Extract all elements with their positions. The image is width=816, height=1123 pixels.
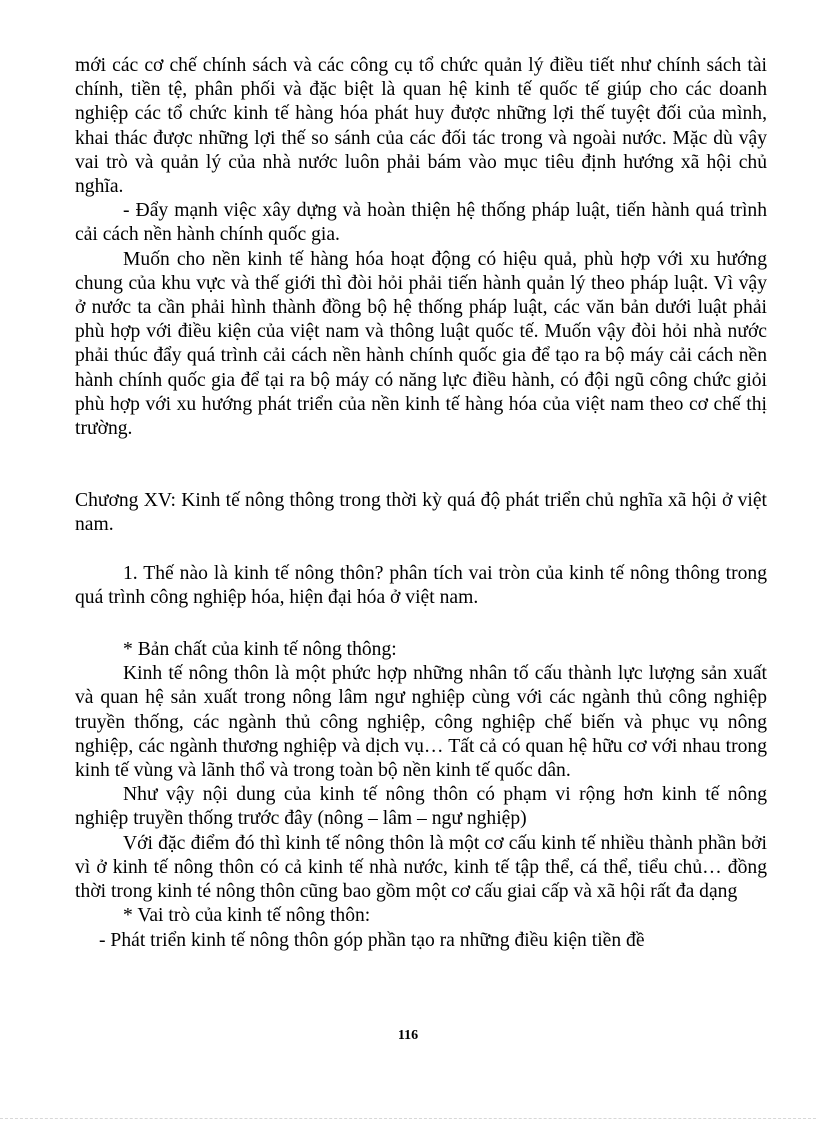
page-bottom-divider bbox=[0, 1118, 816, 1119]
paragraph-legal-system: - Đẩy mạnh việc xây dựng và hoàn thiện hệ thống pháp luật, tiến hành quá trình cải cách nền hành chính quốc gia. bbox=[75, 200, 767, 246]
paragraph-state-policy: mới các cơ chế chính sách và các công cụ tổ chức quản lý điều tiết như chính sách tài chính, tiền tệ, phân phối và đặc biệt là quan hệ kinh tế quốc tế giúp cho các doanh nghiệp các tổ chức kinh tế hàng hóa phát huy được những lợi thế tuyệt đối của mình, khai thác được những lợi thế so sánh của các đối tác trong và ngoài nước. Mặc dù vậy vai trò và quản lý của nhà nước luôn phải bám vào mục tiêu định hướng xã hội chủ nghĩa. bbox=[75, 55, 767, 198]
paragraph-definition: Kinh tế nông thôn là một phức hợp những nhân tố cấu thành lực lượng sản xuất và quan hệ sản xuất trong nông lâm ngư nghiệp cùng với các ngành thủ công nghiệp truyền thống, các ngành thủ công nghiệp, công nghiệp chế biến và phục vụ nông nghiệp, các ngành thương nghiệp và dịch vụ… Tất cả có quan hệ hữu cơ với nhau trong kinh tế vùng và lãnh thổ và trong toàn bộ nền kinh tế quốc dân. bbox=[75, 663, 767, 782]
paragraph-scope: Như vậy nội dung của kinh tế nông thôn có phạm vi rộng hơn kinh tế nông nghiệp truyền thống trước đây (nông – lâm – ngư nghiệp) bbox=[75, 784, 767, 830]
section-nature-heading: * Bản chất của kinh tế nông thông: bbox=[123, 639, 397, 661]
paragraph-structure: Với đặc điểm đó thì kinh tế nông thôn là một cơ cấu kinh tế nhiều thành phần bởi vì ở kinh tế nông thôn có cả kinh tế nhà nước, kinh tế tập thể, cá thể, tiểu chủ… đồng thời trong kinh té nông thôn cũng bao gồm một cơ cấu giai cấp và xã hội rất đa dạng bbox=[75, 832, 767, 903]
page-number: 116 bbox=[397, 1028, 419, 1043]
paragraph-rule-of-law: Muốn cho nền kinh tế hàng hóa hoạt động có hiệu quả, phù hợp với xu hướng chung của khu vực và thế giới thì đòi hỏi phải tiến hành quản lý theo pháp luật. Vì vậy ở nước ta cần phải hình thành đồng bộ hệ thống pháp luật, các văn bản dưới luật phải phù hợp với điều kiện của việt nam và thông luật quốc tế. Muốn vậy đòi hỏi nhà nước phải thúc đẩy quá trình cải cách nền hành chính quốc gia để tạo ra bộ máy cải cách nền hành chính quốc gia để tại ra bộ máy có năng lực điều hành, có đội ngũ công chức giỏi phù hợp với xu hướng phát triển của nền kinh tế hàng hóa của việt nam theo cơ chế thị trường. bbox=[75, 248, 767, 440]
section-role-heading: * Vai trò của kinh tế nông thôn: bbox=[123, 905, 371, 927]
paragraph-role-first: - Phát triển kinh tế nông thôn góp phần tạo ra những điều kiện tiền đề bbox=[99, 929, 645, 951]
question-heading: 1. Thế nào là kinh tế nông thôn? phân tích vai tròn của kinh tế nông thông trong quá trình công nghiệp hóa, hiện đại hóa ở việt nam. bbox=[75, 562, 767, 608]
page-body bbox=[75, 54, 767, 953]
chapter-heading: Chương XV: Kinh tế nông thông trong thời kỳ quá độ phát triển chủ nghĩa xã hội ở việt nam. bbox=[75, 490, 767, 536]
